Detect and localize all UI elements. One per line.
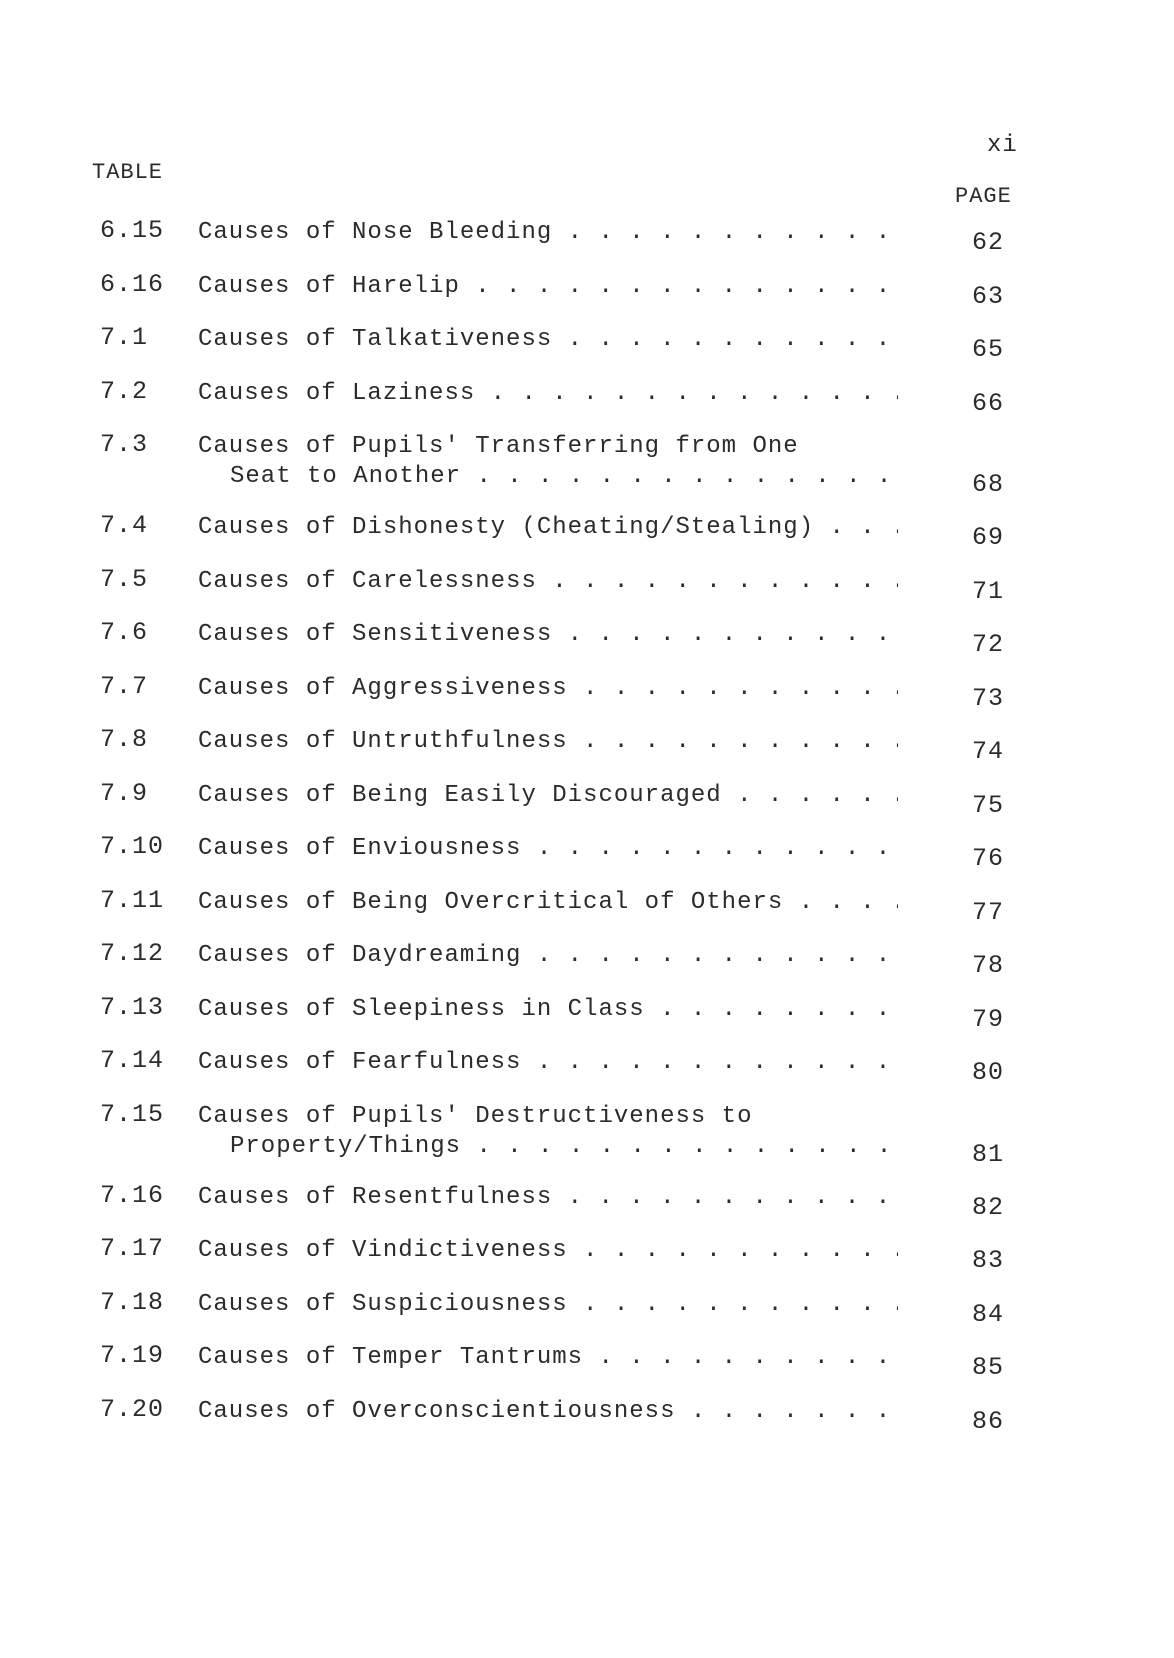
table-title-text: Causes of Enviousness	[198, 835, 522, 862]
page-reference: 77	[972, 897, 1005, 927]
table-title	[198, 1397, 898, 1427]
table-number: 7.9	[100, 778, 149, 808]
toc-entry	[0, 559, 1174, 613]
page-reference: 76	[972, 844, 1005, 873]
leader-dots	[675, 1398, 898, 1425]
table-title-text: Causes of Pupils' Destructiveness to	[198, 1102, 753, 1130]
toc-entry	[0, 371, 1174, 425]
table-title-continuation-text: Seat to Another	[230, 463, 462, 490]
table-title-text: Causes of Being Overcritical of Others	[198, 888, 784, 916]
leader-dots	[552, 621, 898, 648]
table-title-text: Causes of Sleepiness in Class	[198, 995, 645, 1023]
table-title-text: Causes of Laziness	[198, 379, 476, 407]
table-title	[198, 379, 898, 409]
table-number: 7.13	[100, 992, 165, 1022]
page-reference: 79	[972, 1004, 1005, 1034]
page-reference: 82	[972, 1192, 1005, 1222]
table-title	[198, 781, 898, 811]
table-title	[198, 1102, 898, 1162]
table-number: 6.16	[100, 269, 165, 299]
table-number: 7.2	[100, 376, 149, 406]
table-number: 7.4	[100, 511, 149, 540]
table-title	[198, 1290, 898, 1320]
page-reference: 80	[972, 1058, 1005, 1087]
leader-dots	[461, 463, 898, 490]
toc-entry	[0, 1389, 1174, 1443]
toc-entry	[0, 1282, 1174, 1336]
table-title	[198, 995, 898, 1025]
leader-dots	[461, 1133, 898, 1160]
leader-dots	[722, 782, 898, 809]
table-title	[198, 620, 898, 650]
toc-entry	[0, 1040, 1174, 1094]
toc-entry	[0, 424, 1174, 505]
page-reference: 62	[972, 228, 1005, 257]
page-reference: 69	[972, 523, 1005, 552]
table-title-text: Causes of Pupils' Transferring from One	[198, 433, 799, 460]
page-reference: 86	[972, 1406, 1005, 1436]
page-reference: 63	[972, 281, 1005, 311]
table-number: 7.15	[100, 1099, 165, 1129]
leader-dots	[645, 996, 898, 1023]
leader-dots	[814, 514, 898, 541]
toc-entry	[0, 1228, 1174, 1282]
table-title	[198, 218, 898, 248]
table-number: 7.10	[100, 832, 165, 861]
leader-dots	[783, 889, 898, 916]
toc-entry	[0, 666, 1174, 720]
leader-dots	[537, 568, 898, 595]
table-number: 7.3	[100, 430, 149, 459]
table-title-text: Causes of Suspiciousness	[198, 1290, 568, 1318]
page-column-header: PAGE	[955, 184, 1012, 209]
table-number: 7.12	[100, 939, 165, 968]
leader-dots	[475, 380, 898, 407]
table-title-text: Causes of Carelessness	[198, 567, 537, 595]
table-title-text: Causes of Harelip	[198, 272, 460, 300]
table-title	[198, 674, 898, 704]
table-title	[198, 1048, 898, 1078]
table-number: 7.20	[100, 1394, 165, 1424]
table-title-continuation	[198, 462, 898, 492]
leader-dots	[460, 273, 898, 300]
table-title-text: Causes of Temper Tantrums	[198, 1344, 584, 1371]
page-reference: 81	[972, 1139, 1005, 1169]
table-title	[198, 272, 898, 302]
toc-entry	[0, 987, 1174, 1041]
table-title-continuation-text: Property/Things	[230, 1132, 462, 1160]
table-number: 7.7	[100, 671, 149, 701]
table-number: 7.8	[100, 725, 149, 754]
table-title	[198, 325, 898, 355]
table-title	[198, 888, 898, 918]
table-title-text: Causes of Overconscientiousness	[198, 1397, 676, 1425]
page-reference: 74	[972, 737, 1005, 766]
page-reference: 68	[972, 470, 1005, 499]
leader-dots	[583, 1344, 898, 1371]
table-number: 7.14	[100, 1046, 165, 1075]
table-title	[198, 1183, 898, 1213]
page-reference: 75	[972, 790, 1005, 820]
toc-entry	[0, 612, 1174, 666]
leader-dots	[521, 1049, 898, 1076]
leader-dots	[568, 1291, 898, 1318]
toc-entry	[0, 505, 1174, 559]
table-title-text: Causes of Dishonesty (Cheating/Stealing)	[198, 514, 815, 541]
table-title	[198, 567, 898, 597]
leader-dots	[521, 835, 898, 862]
table-column-header: TABLE	[92, 160, 164, 185]
table-title-text: Causes of Daydreaming	[198, 942, 522, 969]
table-number: 6.15	[100, 216, 165, 245]
page-reference: 85	[972, 1353, 1005, 1382]
table-number: 7.19	[100, 1341, 165, 1370]
leader-dots	[568, 1237, 898, 1264]
leader-dots	[568, 728, 898, 755]
list-of-tables	[0, 210, 1174, 1442]
table-number: 7.5	[100, 564, 149, 594]
table-title	[198, 513, 898, 543]
leader-dots	[552, 326, 898, 353]
table-title-continuation	[198, 1132, 898, 1162]
table-title	[198, 941, 898, 971]
toc-entry	[0, 1335, 1174, 1389]
table-title-text: Causes of Fearfulness	[198, 1049, 522, 1076]
page-reference: 83	[972, 1246, 1005, 1275]
toc-entry	[0, 1094, 1174, 1175]
toc-entry	[0, 210, 1174, 264]
table-title	[198, 727, 898, 757]
table-title	[198, 432, 898, 492]
leader-dots	[552, 1184, 898, 1211]
table-number: 7.17	[100, 1234, 165, 1263]
toc-entry	[0, 826, 1174, 880]
page-reference: 84	[972, 1299, 1005, 1329]
toc-entry	[0, 719, 1174, 773]
page-reference: 71	[972, 576, 1005, 606]
page-reference: 78	[972, 951, 1005, 980]
table-title	[198, 1236, 898, 1266]
toc-entry	[0, 264, 1174, 318]
table-number: 7.18	[100, 1287, 165, 1317]
leader-dots	[552, 219, 898, 246]
page-reference: 66	[972, 388, 1005, 418]
page-reference: 72	[972, 630, 1005, 659]
table-title-text: Causes of Talkativeness	[198, 326, 553, 353]
table-title-text: Causes of Sensitiveness	[198, 621, 553, 648]
leader-dots	[521, 942, 898, 969]
table-title	[198, 834, 898, 864]
page-reference: 65	[972, 335, 1005, 364]
table-title-text: Causes of Aggressiveness	[198, 674, 568, 702]
toc-entry	[0, 1175, 1174, 1229]
table-number: 7.11	[100, 885, 165, 915]
leader-dots	[568, 675, 898, 702]
table-title-text: Causes of Being Easily Discouraged	[198, 781, 722, 809]
table-title-text: Causes of Nose Bleeding	[198, 219, 553, 246]
table-number: 7.1	[100, 323, 149, 352]
table-title-text: Causes of Untruthfulness	[198, 728, 568, 755]
table-number: 7.16	[100, 1180, 165, 1210]
toc-entry	[0, 933, 1174, 987]
page-reference: 73	[972, 683, 1005, 713]
toc-entry	[0, 317, 1174, 371]
table-title-text: Causes of Vindictiveness	[198, 1237, 568, 1264]
table-title-text: Causes of Resentfulness	[198, 1183, 553, 1211]
toc-entry	[0, 773, 1174, 827]
page-number: xi	[987, 132, 1018, 159]
table-title	[198, 1343, 898, 1373]
toc-entry	[0, 880, 1174, 934]
table-number: 7.6	[100, 618, 149, 647]
